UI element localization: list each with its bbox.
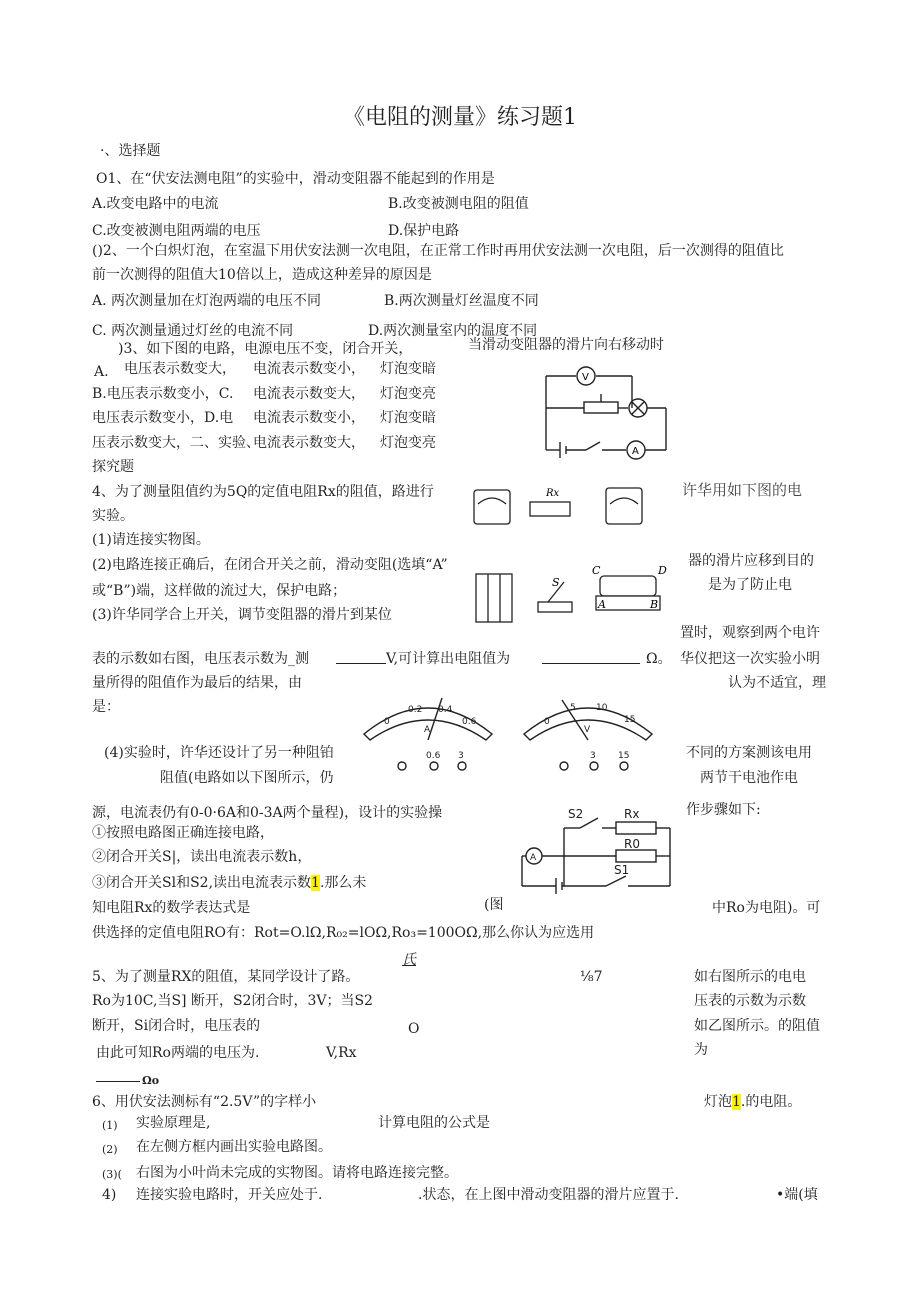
- q4-step3-highlight: 1: [311, 875, 320, 891]
- q2-stem-line2: 前一次测得的阻值大10倍以上，造成这种差异的原因是: [92, 267, 432, 283]
- q4-step3-text: ③闭合开关Sl和S2,读出电流表示数: [92, 875, 312, 891]
- page-title: 《电阻的测量》练习题1: [343, 105, 577, 130]
- q4-line4-right: 器的滑片应移到目的: [688, 553, 814, 569]
- switch-s1-label: S1: [614, 863, 630, 877]
- q5-line1-right: 如右图所示的电电: [694, 969, 806, 985]
- q5-line2: Ro为10C,当S] 断开，S2闭合时，3V；当S2: [92, 993, 373, 1009]
- q1-option-b: B.改变被测电阻的阻值: [388, 196, 529, 212]
- ammeter-tick-0: 0: [384, 717, 390, 727]
- q4-line12-right: 两节干电池作电: [700, 770, 798, 786]
- rx-label: Rx: [624, 807, 640, 821]
- q4-line13-right: 作步骤如下:: [686, 802, 761, 818]
- q3-row2-a: B.电压表示数变小，C.: [92, 386, 234, 402]
- q6-item3: 右图为小叶尚未完成的实物图。请将电路连接完整。: [136, 1165, 458, 1181]
- rheostat-symbol: [584, 402, 618, 413]
- q6-item3-number: (3)(: [102, 1168, 122, 1181]
- q4-line8: 表的示数如右图，电压表示数为_测: [92, 651, 309, 667]
- q2-stem-line1: ()2、一个白炽灯泡，在室温下用伏安法测一次电阻，在正常工作时再用伏安法测一次电阻，后一次测得的阻值比: [92, 243, 784, 259]
- q4-meter-dials: [358, 690, 676, 786]
- q4-line12: 阻值(电路如以下图所示，仍: [160, 770, 334, 786]
- resistance-blank: [542, 663, 640, 664]
- q3-row2-c: 电流表示数变大，: [253, 386, 365, 402]
- q1-stem: O1、在“伏安法测电阻”的实验中，滑动变阻器不能起到的作用是: [96, 171, 495, 187]
- ammeter-symbol-label: A: [530, 853, 537, 863]
- q3-row1-b: 电压表示数变大，: [124, 361, 236, 377]
- voltmeter-dial-label: V: [584, 725, 591, 735]
- q3-circuit-diagram: [540, 362, 680, 462]
- q4-step1: ①按照电路图正确连接电路，: [92, 825, 274, 841]
- q4-line1: 4、为了测量阻值约为5Q的定值电阻Rx的阻值，路进行: [92, 484, 434, 500]
- q3-stem: )3、如下图的电路，电源电压不变，闭合开关，: [118, 341, 413, 357]
- ammeter-dial-label: A: [424, 725, 431, 735]
- switch-device-label: S: [552, 576, 560, 589]
- section2-heading: 探究题: [92, 459, 134, 475]
- voltmeter-tick-3: 15: [624, 715, 636, 725]
- q6-highlight: 1: [732, 1094, 741, 1110]
- q6-lamp-text: 灯泡: [704, 1094, 732, 1110]
- q4-line9-right: 认为不适宜，理: [728, 675, 826, 691]
- q6-item1: 实验原理是,: [136, 1115, 211, 1131]
- q3-row1-c: 电流表示数变小，: [253, 361, 365, 377]
- rheostat-terminal-b: B: [650, 598, 659, 611]
- q4-line8-right: 华仪把这一次实验小明: [680, 651, 820, 667]
- q3-row1-a: A.: [94, 364, 109, 380]
- q4-line17-mid: (图: [484, 897, 504, 913]
- q5-line2-right: 压表的示数为示数: [694, 993, 806, 1009]
- q3-row3-d: 灯泡变暗: [380, 410, 436, 426]
- rheostat-terminal-a: A: [598, 598, 606, 611]
- q4-line11-right: 不同的方案测该电用: [686, 745, 812, 761]
- q6-item1-mid: 计算电阻的公式是: [378, 1115, 490, 1131]
- q3-row2-d: 灯泡变亮: [380, 386, 436, 402]
- rx-device-label: Rx: [546, 488, 560, 499]
- q3-row4-d: 灯泡变亮: [380, 435, 436, 451]
- q4-line10: 是：: [92, 699, 120, 715]
- q4-line8-mid: V,可计算出电阻值为: [386, 651, 511, 667]
- battery-device: [476, 574, 512, 622]
- q4-line5-right: 是为了防止电: [708, 577, 792, 593]
- q4-line13: 源，电流表仍有0-0·6A和0-3A两个量程)，设计的实验操: [92, 805, 443, 821]
- q3-row3-a: 电压表示数变小，D.电: [92, 410, 234, 426]
- q3-stem-right: 当滑动变阻器的滑片向右移动时: [468, 337, 664, 353]
- q1-option-a: A.改变电路中的电流: [92, 196, 219, 212]
- voltage-blank: [336, 663, 386, 664]
- q3-row4-c: 电流表示数变大，: [253, 435, 365, 451]
- q6-item2-number: (2): [102, 1143, 118, 1156]
- r0-label: R0: [624, 837, 640, 851]
- q6-line1-right: [704, 1093, 801, 1111]
- q5-line3: 断开，Si闭合时，电压表的: [92, 1018, 261, 1034]
- rheostat-terminal-d: D: [658, 564, 667, 577]
- q4-line2: 实验。: [92, 508, 134, 524]
- q4-answer-mark: 氏: [402, 952, 416, 968]
- q6-item4: 连接实验电路时，开关应处于.: [136, 1187, 323, 1203]
- q4-step3-tail: .那么未: [319, 875, 367, 891]
- ammeter-label: A: [632, 446, 639, 457]
- ammeter-terminal-0.6: 0.6: [426, 751, 441, 761]
- ammeter-tick-1: 0.2: [408, 705, 423, 715]
- q2-option-b: B.两次测量灯丝温度不同: [384, 293, 539, 309]
- ammeter-device: [474, 490, 510, 524]
- q6-lamp-tail: .的电阻。: [740, 1094, 802, 1110]
- section-heading: ·、选择题: [100, 143, 161, 159]
- q4-part4-circuit: [516, 800, 676, 896]
- rx-resistor: [616, 822, 656, 834]
- q4-line17-right: 中Ro为电阻)。可: [712, 900, 821, 916]
- voltmeter-terminal-3: 3: [590, 751, 596, 761]
- q4-ohm-unit: Ω。: [646, 651, 672, 667]
- q5-answer-blank: [96, 1081, 140, 1082]
- ammeter-terminal-3: 3: [458, 751, 464, 761]
- q4-line9: 量所得的阻值作为最后的结果，由: [92, 675, 302, 691]
- q5-line3-right: 如乙图所示。的阻值: [694, 1018, 820, 1034]
- rheostat-terminal-c: C: [592, 564, 601, 577]
- voltmeter-label: V: [582, 372, 589, 383]
- q4-step2: ②闭合开关S|，读出电流表示数h，: [92, 849, 312, 865]
- q5-ohm-unit: Ωo: [142, 1074, 160, 1087]
- q5-line4-right: 为: [694, 1042, 708, 1058]
- q4-line5: 或“B”)端，这样做的流过大，保护电路；: [92, 583, 347, 599]
- resistor-device: [530, 502, 570, 516]
- q3-row3-c: 电流表示数变小，: [253, 410, 365, 426]
- q4-apparatus-figure: [466, 482, 678, 642]
- q4-line6: (3)许华同学合上开关，调节变阻器的滑片到某位: [92, 607, 392, 623]
- voltmeter-tick-0: 0: [544, 717, 550, 727]
- q1-option-c: C.改变被测电阻两端的电压: [92, 223, 261, 239]
- q5-line3-mid: O: [408, 1021, 420, 1037]
- ammeter-tick-3: 0.6: [462, 717, 477, 727]
- q6-item1-number: (1): [102, 1119, 118, 1132]
- switch-device: [538, 602, 572, 612]
- q6-item4-mid: .状态，在上图中滑动变阻器的滑片应置于.: [418, 1187, 679, 1203]
- q2-option-a: A. 两次测量加在灯泡两端的电压不同: [92, 293, 322, 309]
- q5-line1-mid: ⅛7: [580, 969, 603, 985]
- q6-item4-right: •端(填: [776, 1187, 818, 1203]
- q4-line3: (1)请连接实物图。: [92, 532, 210, 548]
- voltmeter-terminal-15: 15: [618, 751, 630, 761]
- q2-option-d: D.两次测量室内的温度不同: [368, 323, 538, 339]
- q4-line4: (2)电路连接正确后，在闭合开关之前，滑动变阻(选填“A”: [92, 557, 448, 573]
- q4-line7-right: 置时，观察到两个电许: [680, 625, 820, 641]
- rheostat-device: [600, 576, 656, 596]
- q5-line4-mid: V,Rx: [326, 1045, 357, 1061]
- q1-option-d: D.保护电路: [388, 223, 460, 239]
- q6-item2: 在左侧方框内画出实验电路图。: [136, 1139, 332, 1155]
- q4-step3: [92, 874, 366, 892]
- q4-line18: 供选择的定值电阻RO有：Rot=O.lΩ,R₀₂=lOΩ,Ro₃=100OΩ,那么你认为应选用: [92, 925, 595, 941]
- switch-s2-label: S2: [568, 807, 584, 821]
- r0-resistor: [616, 850, 656, 862]
- voltmeter-tick-2: 10: [596, 703, 608, 713]
- q6-item4-number: 4): [102, 1187, 117, 1203]
- q6-line1: 6、用伏安法测标有“2.5V”的字样小: [92, 1094, 317, 1110]
- q4-line1-right: 许华用如下图的电: [682, 481, 803, 499]
- q2-option-c: C. 两次测量通过灯丝的电流不同: [92, 323, 294, 339]
- q3-row1-d: 灯泡变暗: [380, 361, 436, 377]
- q4-line17: 知电阻Rx的数学表达式是: [92, 900, 251, 916]
- voltmeter-tick-1: 5: [570, 703, 576, 713]
- ammeter-tick-2: 0.4: [438, 705, 453, 715]
- q3-row4-a: 压表示数变大，二、实验、: [92, 435, 260, 451]
- q4-line11: (4)实验时，许华还设计了另一种阻铂: [104, 745, 334, 761]
- voltmeter-device: [606, 488, 642, 524]
- q5-line4: 由此可知Ro两端的电压为.: [96, 1045, 260, 1061]
- q5-line1: 5、为了测量RX的阻值，某同学设计了路。: [92, 969, 360, 985]
